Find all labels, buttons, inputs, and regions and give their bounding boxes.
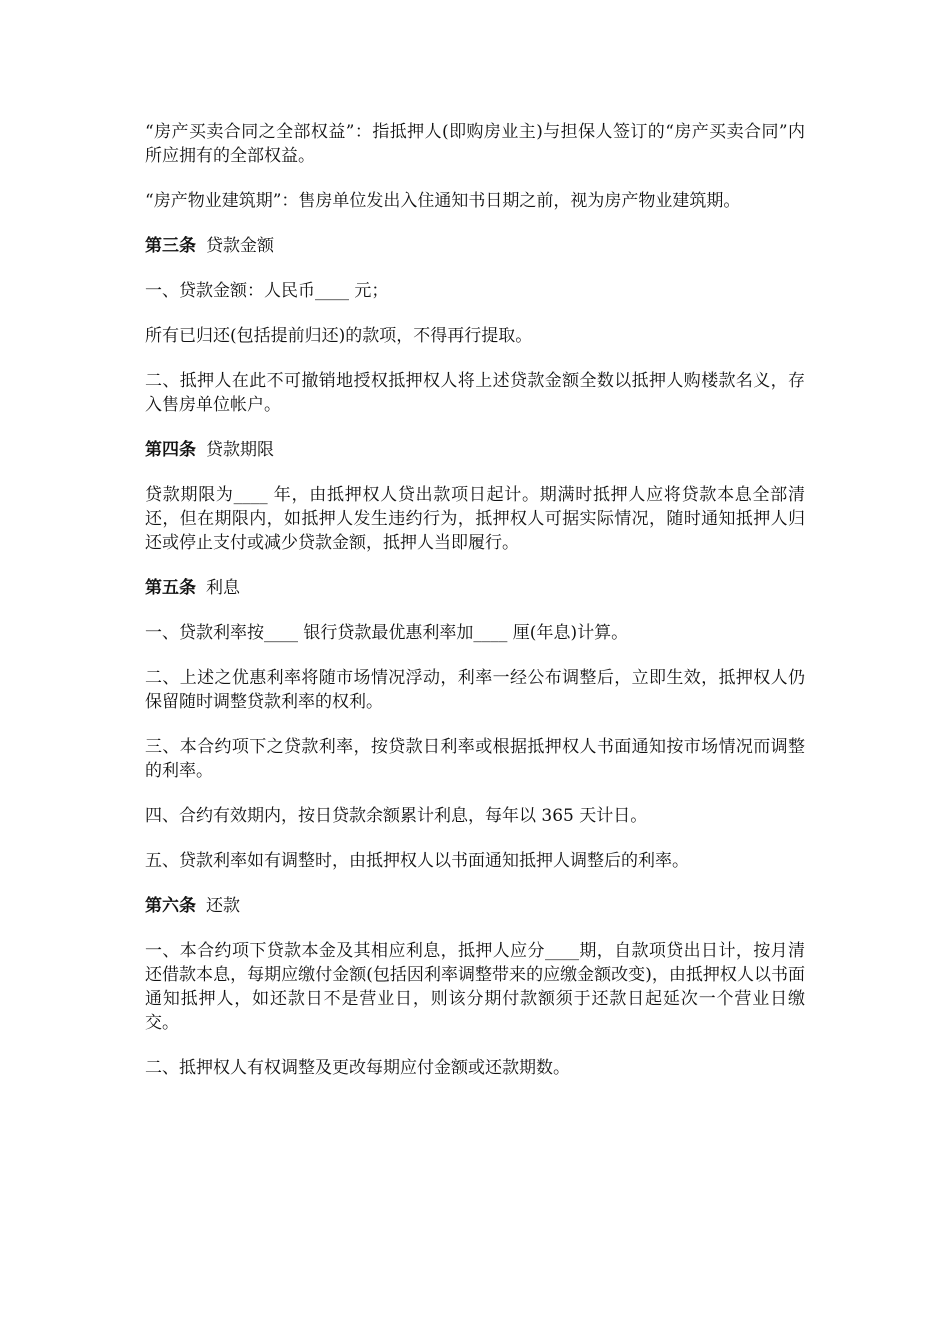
clause-paragraph: 二、抵押权人有权调整及更改每期应付金额或还款期数。 xyxy=(145,1058,570,1078)
clause-paragraph: 一、贷款利率按____ 银行贷款最优惠利率加____ 厘(年息)计算。 xyxy=(145,623,629,643)
article-heading xyxy=(145,894,805,918)
article-title: 还款 xyxy=(206,896,240,916)
article-heading xyxy=(145,234,805,258)
clause-paragraph: 二、上述之优惠利率将随市场情况浮动，利率一经公布调整后，立即生效，抵押权人仍保留随时调整贷款利率的权利。 xyxy=(145,668,805,712)
article-title: 贷款金额 xyxy=(206,236,274,256)
clause-paragraph: 三、本合约项下之贷款利率，按贷款日利率或根据抵押权人书面通知按市场情况而调整的利率。 xyxy=(145,737,805,781)
clause-paragraph: 贷款期限为____ 年，由抵押权人贷出款项日起计。期满时抵押人应将贷款本息全部清还，但在期限内，如抵押人发生违约行为，抵押权人可据实际情况，随时通知抵押人归还或停止支付或减少贷款金额，抵押人当即履行。 xyxy=(145,485,805,553)
clause-paragraph: 所有已归还(包括提前归还)的款项，不得再行提取。 xyxy=(145,326,533,346)
article-number: 第四条 xyxy=(145,440,196,460)
article-heading xyxy=(145,438,805,462)
clause-paragraph: 四、合约有效期内，按日贷款余额累计利息，每年以 365 天计日。 xyxy=(145,806,648,826)
article-title: 利息 xyxy=(206,578,240,598)
clause-paragraph: 二、抵押人在此不可撤销地授权抵押权人将上述贷款金额全数以抵押人购楼款名义，存入售房单位帐户。 xyxy=(145,371,805,415)
definition-paragraph: “房产物业建筑期”：售房单位发出入住通知书日期之前，视为房产物业建筑期。 xyxy=(145,191,741,211)
article-title: 贷款期限 xyxy=(206,440,274,460)
clause-paragraph: 一、本合约项下贷款本金及其相应利息，抵押人应分____期，自款项贷出日计，按月清还借款本息，每期应缴付金额(包括因利率调整带来的应缴金额改变)，由抵押权人以书面通知抵押人，如还款日不是营业日，则该分期付款额须于还款日起延次一个营业日缴交。 xyxy=(145,941,805,1033)
clause-paragraph: 五、贷款利率如有调整时，由抵押权人以书面通知抵押人调整后的利率。 xyxy=(145,851,689,871)
document-page xyxy=(145,120,805,1101)
article-number: 第五条 xyxy=(145,578,196,598)
clause-paragraph: 一、贷款金额：人民币____ 元； xyxy=(145,281,389,301)
article-heading xyxy=(145,576,805,600)
article-number: 第六条 xyxy=(145,896,196,916)
article-number: 第三条 xyxy=(145,236,196,256)
definition-paragraph: “房产买卖合同之全部权益”：指抵押人(即购房业主)与担保人签订的“房产买卖合同”内所应拥有的全部权益。 xyxy=(145,122,805,166)
